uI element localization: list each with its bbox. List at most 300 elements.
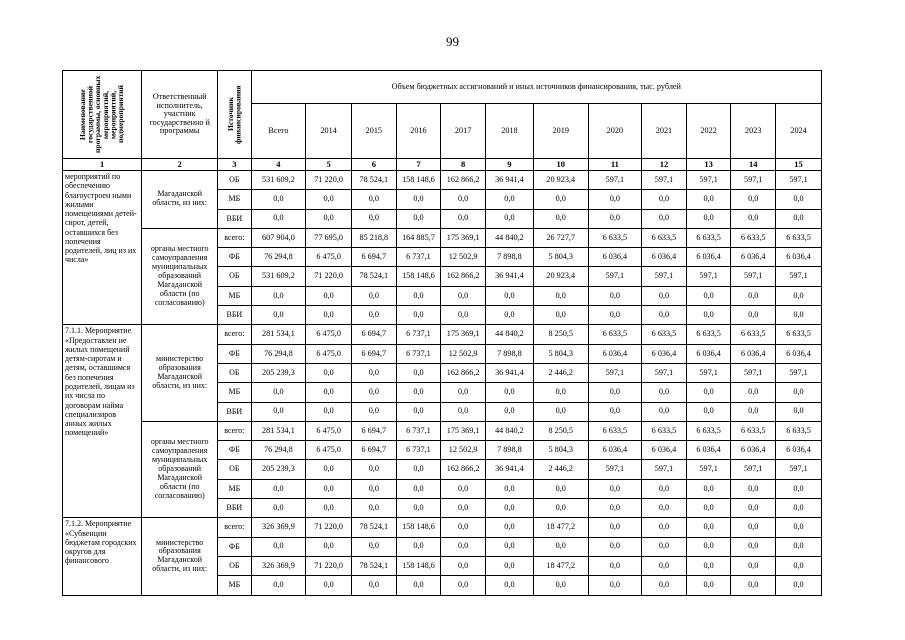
year-value-cell: 0,0 xyxy=(731,190,776,209)
total-value-cell: 0,0 xyxy=(251,576,306,595)
year-value-cell: 0,0 xyxy=(306,402,352,421)
year-value-cell: 0,0 xyxy=(686,479,731,498)
year-value-cell: 6 633,5 xyxy=(686,325,731,344)
year-value-cell: 0,0 xyxy=(352,209,397,228)
year-value-cell: 26 727,7 xyxy=(533,228,588,247)
executor-cell: органы местного самоуправления муниципальных образований Магаданской области (по согласованию) xyxy=(142,421,218,517)
year-value-cell: 0,0 xyxy=(776,556,822,575)
measure-name-cell: мероприятий по обеспечению благоустроен ными жилыми помещениями детей-сирот, детей, оставшихся без попечения родителей, лиц из их числа» xyxy=(63,171,142,325)
year-value-cell: 0,0 xyxy=(533,190,588,209)
header-year: 2016 xyxy=(396,104,441,159)
year-value-cell: 158 148,6 xyxy=(396,267,441,286)
year-value-cell: 6 694,7 xyxy=(352,248,397,267)
year-value-cell: 6 694,7 xyxy=(352,441,397,460)
column-number: 8 xyxy=(441,159,486,171)
source-cell: ФБ xyxy=(218,248,251,267)
year-value-cell: 0,0 xyxy=(485,286,533,305)
year-value-cell: 0,0 xyxy=(642,286,687,305)
header-year: 2019 xyxy=(533,104,588,159)
header-name-column: Наименование государственной программы, основных мероприятий, мероприятий, подмероприятий xyxy=(63,71,142,159)
source-cell: ОБ xyxy=(218,460,251,479)
year-value-cell: 0,0 xyxy=(352,499,397,518)
year-value-cell: 0,0 xyxy=(731,402,776,421)
source-cell: ВБИ xyxy=(218,499,251,518)
year-value-cell: 0,0 xyxy=(686,209,731,228)
year-value-cell: 6 737,1 xyxy=(396,441,441,460)
year-value-cell: 0,0 xyxy=(533,286,588,305)
year-value-cell: 0,0 xyxy=(396,306,441,325)
year-value-cell: 0,0 xyxy=(731,556,776,575)
year-value-cell: 0,0 xyxy=(533,402,588,421)
year-value-cell: 6 036,4 xyxy=(731,441,776,460)
year-value-cell: 0,0 xyxy=(776,402,822,421)
year-value-cell: 0,0 xyxy=(485,190,533,209)
source-cell: ОБ xyxy=(218,171,251,190)
year-value-cell: 2 446,2 xyxy=(533,363,588,382)
year-value-cell: 175 369,1 xyxy=(441,325,486,344)
year-value-cell: 597,1 xyxy=(731,171,776,190)
total-value-cell: 0,0 xyxy=(251,190,306,209)
source-cell: всего: xyxy=(218,228,251,247)
header-year: 2023 xyxy=(731,104,776,159)
year-value-cell: 6 036,4 xyxy=(776,441,822,460)
year-value-cell: 0,0 xyxy=(588,537,642,556)
table-row xyxy=(63,325,822,344)
year-value-cell: 0,0 xyxy=(776,499,822,518)
year-value-cell: 0,0 xyxy=(485,383,533,402)
year-value-cell: 7 898,8 xyxy=(485,248,533,267)
year-value-cell: 0,0 xyxy=(396,209,441,228)
header-year: 2017 xyxy=(441,104,486,159)
year-value-cell: 6 036,4 xyxy=(588,441,642,460)
year-value-cell: 0,0 xyxy=(776,286,822,305)
year-value-cell: 12 502,9 xyxy=(441,344,486,363)
year-value-cell: 2 446,2 xyxy=(533,460,588,479)
year-value-cell: 5 804,3 xyxy=(533,248,588,267)
year-value-cell: 0,0 xyxy=(588,190,642,209)
total-value-cell: 281 534,1 xyxy=(251,325,306,344)
year-value-cell: 78 524,1 xyxy=(352,556,397,575)
year-value-cell: 158 148,6 xyxy=(396,556,441,575)
column-number: 13 xyxy=(686,159,731,171)
year-value-cell: 597,1 xyxy=(776,460,822,479)
year-value-cell: 36 941,4 xyxy=(485,267,533,286)
year-value-cell: 20 923,4 xyxy=(533,171,588,190)
year-value-cell: 0,0 xyxy=(642,499,687,518)
total-value-cell: 0,0 xyxy=(251,402,306,421)
year-value-cell: 175 369,1 xyxy=(441,421,486,440)
year-value-cell: 597,1 xyxy=(686,267,731,286)
total-value-cell: 76 294,8 xyxy=(251,441,306,460)
year-value-cell: 0,0 xyxy=(396,286,441,305)
year-value-cell: 71 220,0 xyxy=(306,267,352,286)
year-value-cell: 0,0 xyxy=(485,518,533,537)
year-value-cell: 0,0 xyxy=(533,383,588,402)
measure-name-cell: 7.1.1. Мероприятие «Предоставлен ие жилых помещений детям-сиротам и детям, оставшимся без попечения родителей, лицам из их числа по договорам найма специализиров анных жилых помещений» xyxy=(63,325,142,518)
year-value-cell: 0,0 xyxy=(352,363,397,382)
year-value-cell: 0,0 xyxy=(588,518,642,537)
year-value-cell: 0,0 xyxy=(776,537,822,556)
year-value-cell: 6 475,0 xyxy=(306,441,352,460)
year-value-cell: 6 633,5 xyxy=(776,421,822,440)
year-value-cell: 0,0 xyxy=(686,556,731,575)
year-value-cell: 0,0 xyxy=(352,576,397,595)
year-value-cell: 597,1 xyxy=(588,267,642,286)
year-value-cell: 0,0 xyxy=(533,499,588,518)
year-value-cell: 18 477,2 xyxy=(533,556,588,575)
year-value-cell: 0,0 xyxy=(352,402,397,421)
column-number: 14 xyxy=(731,159,776,171)
year-value-cell: 158 148,6 xyxy=(396,518,441,537)
header-year: 2020 xyxy=(588,104,642,159)
year-value-cell: 6 633,5 xyxy=(776,228,822,247)
column-number: 6 xyxy=(352,159,397,171)
total-value-cell: 0,0 xyxy=(251,499,306,518)
column-number: 12 xyxy=(642,159,687,171)
year-value-cell: 597,1 xyxy=(686,363,731,382)
year-value-cell: 6 633,5 xyxy=(686,421,731,440)
year-value-cell: 18 477,2 xyxy=(533,518,588,537)
column-number: 15 xyxy=(776,159,822,171)
total-value-cell: 0,0 xyxy=(251,479,306,498)
source-cell: ВБИ xyxy=(218,306,251,325)
year-value-cell: 0,0 xyxy=(485,556,533,575)
year-value-cell: 0,0 xyxy=(441,537,486,556)
year-value-cell: 0,0 xyxy=(352,460,397,479)
year-value-cell: 6 036,4 xyxy=(776,248,822,267)
header-responsible-column: Ответственный исполнитель, участник государственно й программы xyxy=(142,71,218,159)
year-value-cell: 44 840,2 xyxy=(485,228,533,247)
year-value-cell: 597,1 xyxy=(686,171,731,190)
year-value-cell: 78 524,1 xyxy=(352,171,397,190)
year-value-cell: 6 694,7 xyxy=(352,325,397,344)
year-value-cell: 0,0 xyxy=(485,209,533,228)
year-value-cell: 0,0 xyxy=(396,576,441,595)
year-value-cell: 6 633,5 xyxy=(642,325,687,344)
total-value-cell: 0,0 xyxy=(251,209,306,228)
year-value-cell: 0,0 xyxy=(588,402,642,421)
total-value-cell: 281 534,1 xyxy=(251,421,306,440)
year-value-cell: 162 866,2 xyxy=(441,363,486,382)
year-value-cell: 0,0 xyxy=(686,286,731,305)
year-value-cell: 162 866,2 xyxy=(441,460,486,479)
source-cell: МБ xyxy=(218,190,251,209)
year-value-cell: 78 524,1 xyxy=(352,518,397,537)
year-value-cell: 0,0 xyxy=(396,402,441,421)
measure-name-cell: 7.1.2. Мероприятие «Субвенции бюджетам городских округов для финансового xyxy=(63,518,142,595)
year-value-cell: 0,0 xyxy=(441,402,486,421)
year-value-cell: 597,1 xyxy=(642,460,687,479)
year-value-cell: 0,0 xyxy=(352,479,397,498)
year-value-cell: 0,0 xyxy=(441,576,486,595)
year-value-cell: 0,0 xyxy=(731,479,776,498)
year-value-cell: 158 148,6 xyxy=(396,171,441,190)
total-value-cell: 326 369,9 xyxy=(251,556,306,575)
year-value-cell: 0,0 xyxy=(686,306,731,325)
source-cell: ФБ xyxy=(218,441,251,460)
year-value-cell: 0,0 xyxy=(533,479,588,498)
total-value-cell: 205 239,3 xyxy=(251,460,306,479)
header-year: 2021 xyxy=(642,104,687,159)
header-year: 2014 xyxy=(306,104,352,159)
year-value-cell: 597,1 xyxy=(731,363,776,382)
year-value-cell: 0,0 xyxy=(352,537,397,556)
column-number: 1 xyxy=(63,159,142,171)
header-year: 2022 xyxy=(686,104,731,159)
year-value-cell: 597,1 xyxy=(776,363,822,382)
year-value-cell: 0,0 xyxy=(441,190,486,209)
year-value-cell: 0,0 xyxy=(686,576,731,595)
year-value-cell: 0,0 xyxy=(441,518,486,537)
year-value-cell: 597,1 xyxy=(776,267,822,286)
year-value-cell: 0,0 xyxy=(731,537,776,556)
year-value-cell: 6 036,4 xyxy=(642,441,687,460)
total-value-cell: 531 609,2 xyxy=(251,171,306,190)
year-value-cell: 8 250,5 xyxy=(533,421,588,440)
year-value-cell: 0,0 xyxy=(642,402,687,421)
year-value-cell: 6 475,0 xyxy=(306,325,352,344)
year-value-cell: 6 036,4 xyxy=(588,344,642,363)
year-value-cell: 0,0 xyxy=(731,518,776,537)
year-value-cell: 0,0 xyxy=(485,537,533,556)
year-value-cell: 6 633,5 xyxy=(731,421,776,440)
year-value-cell: 6 633,5 xyxy=(686,228,731,247)
year-value-cell: 0,0 xyxy=(588,209,642,228)
year-value-cell: 0,0 xyxy=(306,363,352,382)
year-value-cell: 0,0 xyxy=(396,383,441,402)
source-cell: ОБ xyxy=(218,267,251,286)
year-value-cell: 6 737,1 xyxy=(396,421,441,440)
header-total: Всего xyxy=(251,104,306,159)
year-value-cell: 0,0 xyxy=(588,383,642,402)
source-cell: всего: xyxy=(218,421,251,440)
year-value-cell: 0,0 xyxy=(306,479,352,498)
year-value-cell: 0,0 xyxy=(776,479,822,498)
year-value-cell: 164 885,7 xyxy=(396,228,441,247)
year-value-cell: 0,0 xyxy=(485,576,533,595)
executor-cell: Магаданской области, из них: xyxy=(142,171,218,229)
year-value-cell: 0,0 xyxy=(776,518,822,537)
year-value-cell: 0,0 xyxy=(686,402,731,421)
year-value-cell: 0,0 xyxy=(306,286,352,305)
year-value-cell: 0,0 xyxy=(306,537,352,556)
year-value-cell: 0,0 xyxy=(533,537,588,556)
year-value-cell: 597,1 xyxy=(642,267,687,286)
year-value-cell: 0,0 xyxy=(441,286,486,305)
year-value-cell: 7 898,8 xyxy=(485,344,533,363)
year-value-cell: 0,0 xyxy=(776,190,822,209)
year-value-cell: 5 804,3 xyxy=(533,344,588,363)
year-value-cell: 0,0 xyxy=(731,576,776,595)
year-value-cell: 0,0 xyxy=(776,576,822,595)
year-value-cell: 0,0 xyxy=(306,306,352,325)
year-value-cell: 6 633,5 xyxy=(776,325,822,344)
year-value-cell: 6 737,1 xyxy=(396,344,441,363)
year-value-cell: 12 502,9 xyxy=(441,248,486,267)
year-value-cell: 0,0 xyxy=(686,190,731,209)
year-value-cell: 71 220,0 xyxy=(306,171,352,190)
column-number: 9 xyxy=(485,159,533,171)
year-value-cell: 6 036,4 xyxy=(776,344,822,363)
source-cell: ФБ xyxy=(218,537,251,556)
executor-cell: министерство образования Магаданской области, из них: xyxy=(142,518,218,595)
source-cell: МБ xyxy=(218,576,251,595)
year-value-cell: 0,0 xyxy=(642,518,687,537)
year-value-cell: 0,0 xyxy=(441,499,486,518)
year-value-cell: 0,0 xyxy=(776,209,822,228)
year-value-cell: 162 866,2 xyxy=(441,171,486,190)
total-value-cell: 607 904,0 xyxy=(251,228,306,247)
total-value-cell: 76 294,8 xyxy=(251,248,306,267)
year-value-cell: 6 633,5 xyxy=(731,325,776,344)
year-value-cell: 0,0 xyxy=(485,479,533,498)
year-value-cell: 0,0 xyxy=(352,286,397,305)
year-value-cell: 6 737,1 xyxy=(396,248,441,267)
header-year: 2015 xyxy=(352,104,397,159)
total-value-cell: 531 609,2 xyxy=(251,267,306,286)
year-value-cell: 6 036,4 xyxy=(686,248,731,267)
year-value-cell: 6 036,4 xyxy=(642,344,687,363)
year-value-cell: 0,0 xyxy=(642,576,687,595)
year-value-cell: 0,0 xyxy=(731,286,776,305)
year-value-cell: 0,0 xyxy=(642,383,687,402)
column-number: 4 xyxy=(251,159,306,171)
year-value-cell: 12 502,9 xyxy=(441,441,486,460)
year-value-cell: 0,0 xyxy=(485,499,533,518)
budget-table xyxy=(62,70,822,596)
year-value-cell: 0,0 xyxy=(642,537,687,556)
year-value-cell: 77 695,0 xyxy=(306,228,352,247)
year-value-cell: 0,0 xyxy=(306,576,352,595)
year-value-cell: 71 220,0 xyxy=(306,518,352,537)
column-number: 10 xyxy=(533,159,588,171)
year-value-cell: 85 218,8 xyxy=(352,228,397,247)
year-value-cell: 0,0 xyxy=(533,209,588,228)
year-value-cell: 0,0 xyxy=(686,537,731,556)
year-value-cell: 0,0 xyxy=(441,383,486,402)
total-value-cell: 0,0 xyxy=(251,537,306,556)
total-value-cell: 326 369,9 xyxy=(251,518,306,537)
year-value-cell: 597,1 xyxy=(642,171,687,190)
year-value-cell: 0,0 xyxy=(731,209,776,228)
year-value-cell: 44 840,2 xyxy=(485,421,533,440)
year-value-cell: 0,0 xyxy=(588,576,642,595)
year-value-cell: 0,0 xyxy=(306,190,352,209)
year-value-cell: 6 475,0 xyxy=(306,421,352,440)
year-value-cell: 6 036,4 xyxy=(686,441,731,460)
year-value-cell: 0,0 xyxy=(396,537,441,556)
year-value-cell: 597,1 xyxy=(588,363,642,382)
source-cell: ОБ xyxy=(218,363,251,382)
year-value-cell: 0,0 xyxy=(441,479,486,498)
year-value-cell: 44 840,2 xyxy=(485,325,533,344)
year-value-cell: 0,0 xyxy=(776,306,822,325)
year-value-cell: 6 633,5 xyxy=(731,228,776,247)
year-value-cell: 162 866,2 xyxy=(441,267,486,286)
year-value-cell: 36 941,4 xyxy=(485,460,533,479)
year-value-cell: 0,0 xyxy=(588,306,642,325)
total-value-cell: 0,0 xyxy=(251,286,306,305)
year-value-cell: 597,1 xyxy=(731,460,776,479)
year-value-cell: 175 369,1 xyxy=(441,228,486,247)
source-cell: всего: xyxy=(218,325,251,344)
year-value-cell: 597,1 xyxy=(642,363,687,382)
year-value-cell: 6 633,5 xyxy=(588,421,642,440)
year-value-cell: 597,1 xyxy=(588,460,642,479)
year-value-cell: 6 036,4 xyxy=(686,344,731,363)
year-value-cell: 6 694,7 xyxy=(352,344,397,363)
year-value-cell: 0,0 xyxy=(396,363,441,382)
year-value-cell: 0,0 xyxy=(485,402,533,421)
header-year: 2024 xyxy=(776,104,822,159)
year-value-cell: 0,0 xyxy=(352,190,397,209)
year-value-cell: 597,1 xyxy=(588,171,642,190)
column-number: 5 xyxy=(306,159,352,171)
year-value-cell: 0,0 xyxy=(642,190,687,209)
year-value-cell: 0,0 xyxy=(441,556,486,575)
year-value-cell: 71 220,0 xyxy=(306,556,352,575)
executor-cell: министерство образования Магаданской области, из них: xyxy=(142,325,218,421)
total-value-cell: 76 294,8 xyxy=(251,344,306,363)
year-value-cell: 6 633,5 xyxy=(588,325,642,344)
column-number: 3 xyxy=(218,159,251,171)
year-value-cell: 597,1 xyxy=(776,171,822,190)
year-value-cell: 0,0 xyxy=(642,209,687,228)
year-value-cell: 6 036,4 xyxy=(731,344,776,363)
year-value-cell: 6 036,4 xyxy=(588,248,642,267)
year-value-cell: 20 923,4 xyxy=(533,267,588,286)
source-cell: МБ xyxy=(218,286,251,305)
year-value-cell: 0,0 xyxy=(731,306,776,325)
year-value-cell: 36 941,4 xyxy=(485,363,533,382)
source-cell: всего: xyxy=(218,518,251,537)
year-value-cell: 0,0 xyxy=(642,479,687,498)
year-value-cell: 0,0 xyxy=(306,460,352,479)
header-budget: Объем бюджетных ассигнований и иных источников финансирования, тыс. рублей xyxy=(251,71,821,104)
header-source-column: Источник финансирования xyxy=(218,71,251,159)
year-value-cell: 0,0 xyxy=(396,479,441,498)
table-row xyxy=(63,421,822,440)
source-cell: ВБИ xyxy=(218,209,251,228)
column-number: 2 xyxy=(142,159,218,171)
year-value-cell: 0,0 xyxy=(306,383,352,402)
year-value-cell: 6 036,4 xyxy=(731,248,776,267)
total-value-cell: 0,0 xyxy=(251,383,306,402)
year-value-cell: 0,0 xyxy=(686,383,731,402)
year-value-cell: 0,0 xyxy=(642,306,687,325)
year-value-cell: 0,0 xyxy=(686,499,731,518)
year-value-cell: 6 737,1 xyxy=(396,325,441,344)
year-value-cell: 0,0 xyxy=(588,479,642,498)
source-cell: МБ xyxy=(218,383,251,402)
table-row xyxy=(63,518,822,537)
year-value-cell: 5 804,3 xyxy=(533,441,588,460)
year-value-cell: 0,0 xyxy=(396,499,441,518)
source-cell: ОБ xyxy=(218,556,251,575)
year-value-cell: 0,0 xyxy=(306,499,352,518)
year-value-cell: 0,0 xyxy=(642,556,687,575)
year-value-cell: 0,0 xyxy=(352,306,397,325)
year-value-cell: 0,0 xyxy=(441,306,486,325)
header-year: 2018 xyxy=(485,104,533,159)
year-value-cell: 0,0 xyxy=(396,460,441,479)
year-value-cell: 0,0 xyxy=(533,576,588,595)
source-cell: ВБИ xyxy=(218,402,251,421)
year-value-cell: 6 633,5 xyxy=(642,421,687,440)
year-value-cell: 78 524,1 xyxy=(352,267,397,286)
page-number: 99 xyxy=(446,34,459,49)
year-value-cell: 597,1 xyxy=(731,267,776,286)
